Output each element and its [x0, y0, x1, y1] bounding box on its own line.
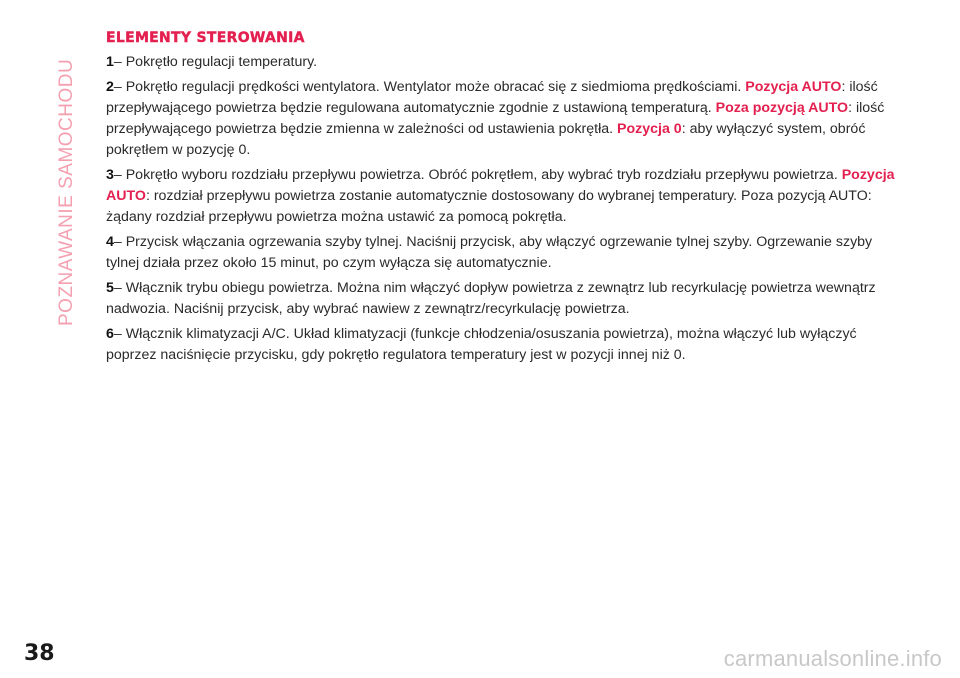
item-text: : ilość przepływającego powietrza będzie zmienna w zależności od ustawienia pokrętła. — [106, 100, 885, 137]
item-text: – Pokrętło wyboru rozdziału przepływu powietrza. Obróć pokrętłem, aby wybrać tryb rozdziału przepływu powietrza. — [113, 167, 842, 183]
item-text: – Pokrętło regulacji temperatury. — [113, 54, 318, 70]
item-number: 6 — [106, 326, 114, 342]
item-text: – Włącznik trybu obiegu powietrza. Można nim włączyć dopływ powietrza z zewnątrz lub recyrkulację powietrza wewnątrz nadwozia. Naciśnij przycisk, aby wybrać nawiew z zewnątrz/recyrkulację powietrza. — [106, 280, 876, 317]
item-number: 4 — [106, 234, 114, 250]
item-text: – Przycisk włączania ogrzewania szyby tylnej. Naciśnij przycisk, aby włączyć ogrzewanie tylnej szyby. Ogrzewanie szyby tylnej działa przez około 15 minut, po czym wyłącza się automatycznie. — [106, 234, 873, 271]
control-item-4 — [106, 232, 906, 274]
item-text: – Pokrętło regulacji prędkości wentylatora. Wentylator może obracać się z siedmioma prędkościami. — [113, 79, 746, 95]
item-keyword: Poza pozycją AUTO — [715, 100, 849, 116]
item-number: 3 — [106, 167, 114, 183]
item-text: : aby wyłączyć system, obróć pokrętłem w pozycję 0. — [106, 121, 866, 158]
controls-list — [106, 52, 906, 366]
section-side-title: POZNAWANIE SAMOCHODU — [56, 58, 77, 326]
section-heading: ELEMENTY STEROWANIA — [106, 30, 305, 46]
control-item-1 — [106, 52, 906, 73]
watermark: carmanualsonline.info — [723, 646, 942, 671]
item-keyword: Pozycja AUTO — [106, 167, 895, 204]
item-text: – Włącznik klimatyzacji A/C. Układ klimatyzacji (funkcje chłodzenia/osuszania powietrza), można włączyć lub wyłączyć poprzez naciśnięcie przycisku, gdy pokrętło regulatora temperatury jest w pozycji innej niż 0. — [106, 326, 857, 363]
page-number: 38 — [24, 641, 55, 666]
item-number: 1 — [106, 54, 114, 70]
item-number: 2 — [106, 79, 114, 95]
control-item-3 — [106, 165, 906, 228]
item-text: : ilość przepływającego powietrza będzie regulowana automatycznie zgodnie z ustawioną temperaturą. — [106, 79, 878, 116]
control-item-6 — [106, 324, 906, 366]
item-text: : rozdział przepływu powietrza zostanie automatycznie dostosowany do wybranej temperatury. Poza pozycją AUTO: żądany rozdział przepływu powietrza można ustawić za pomocą pokrętła. — [106, 188, 872, 225]
item-keyword: Pozycja 0 — [617, 121, 682, 137]
item-keyword: Pozycja AUTO — [745, 79, 842, 95]
page-content — [106, 30, 906, 370]
control-item-5 — [106, 278, 906, 320]
control-item-2 — [106, 77, 906, 161]
item-number: 5 — [106, 280, 114, 296]
